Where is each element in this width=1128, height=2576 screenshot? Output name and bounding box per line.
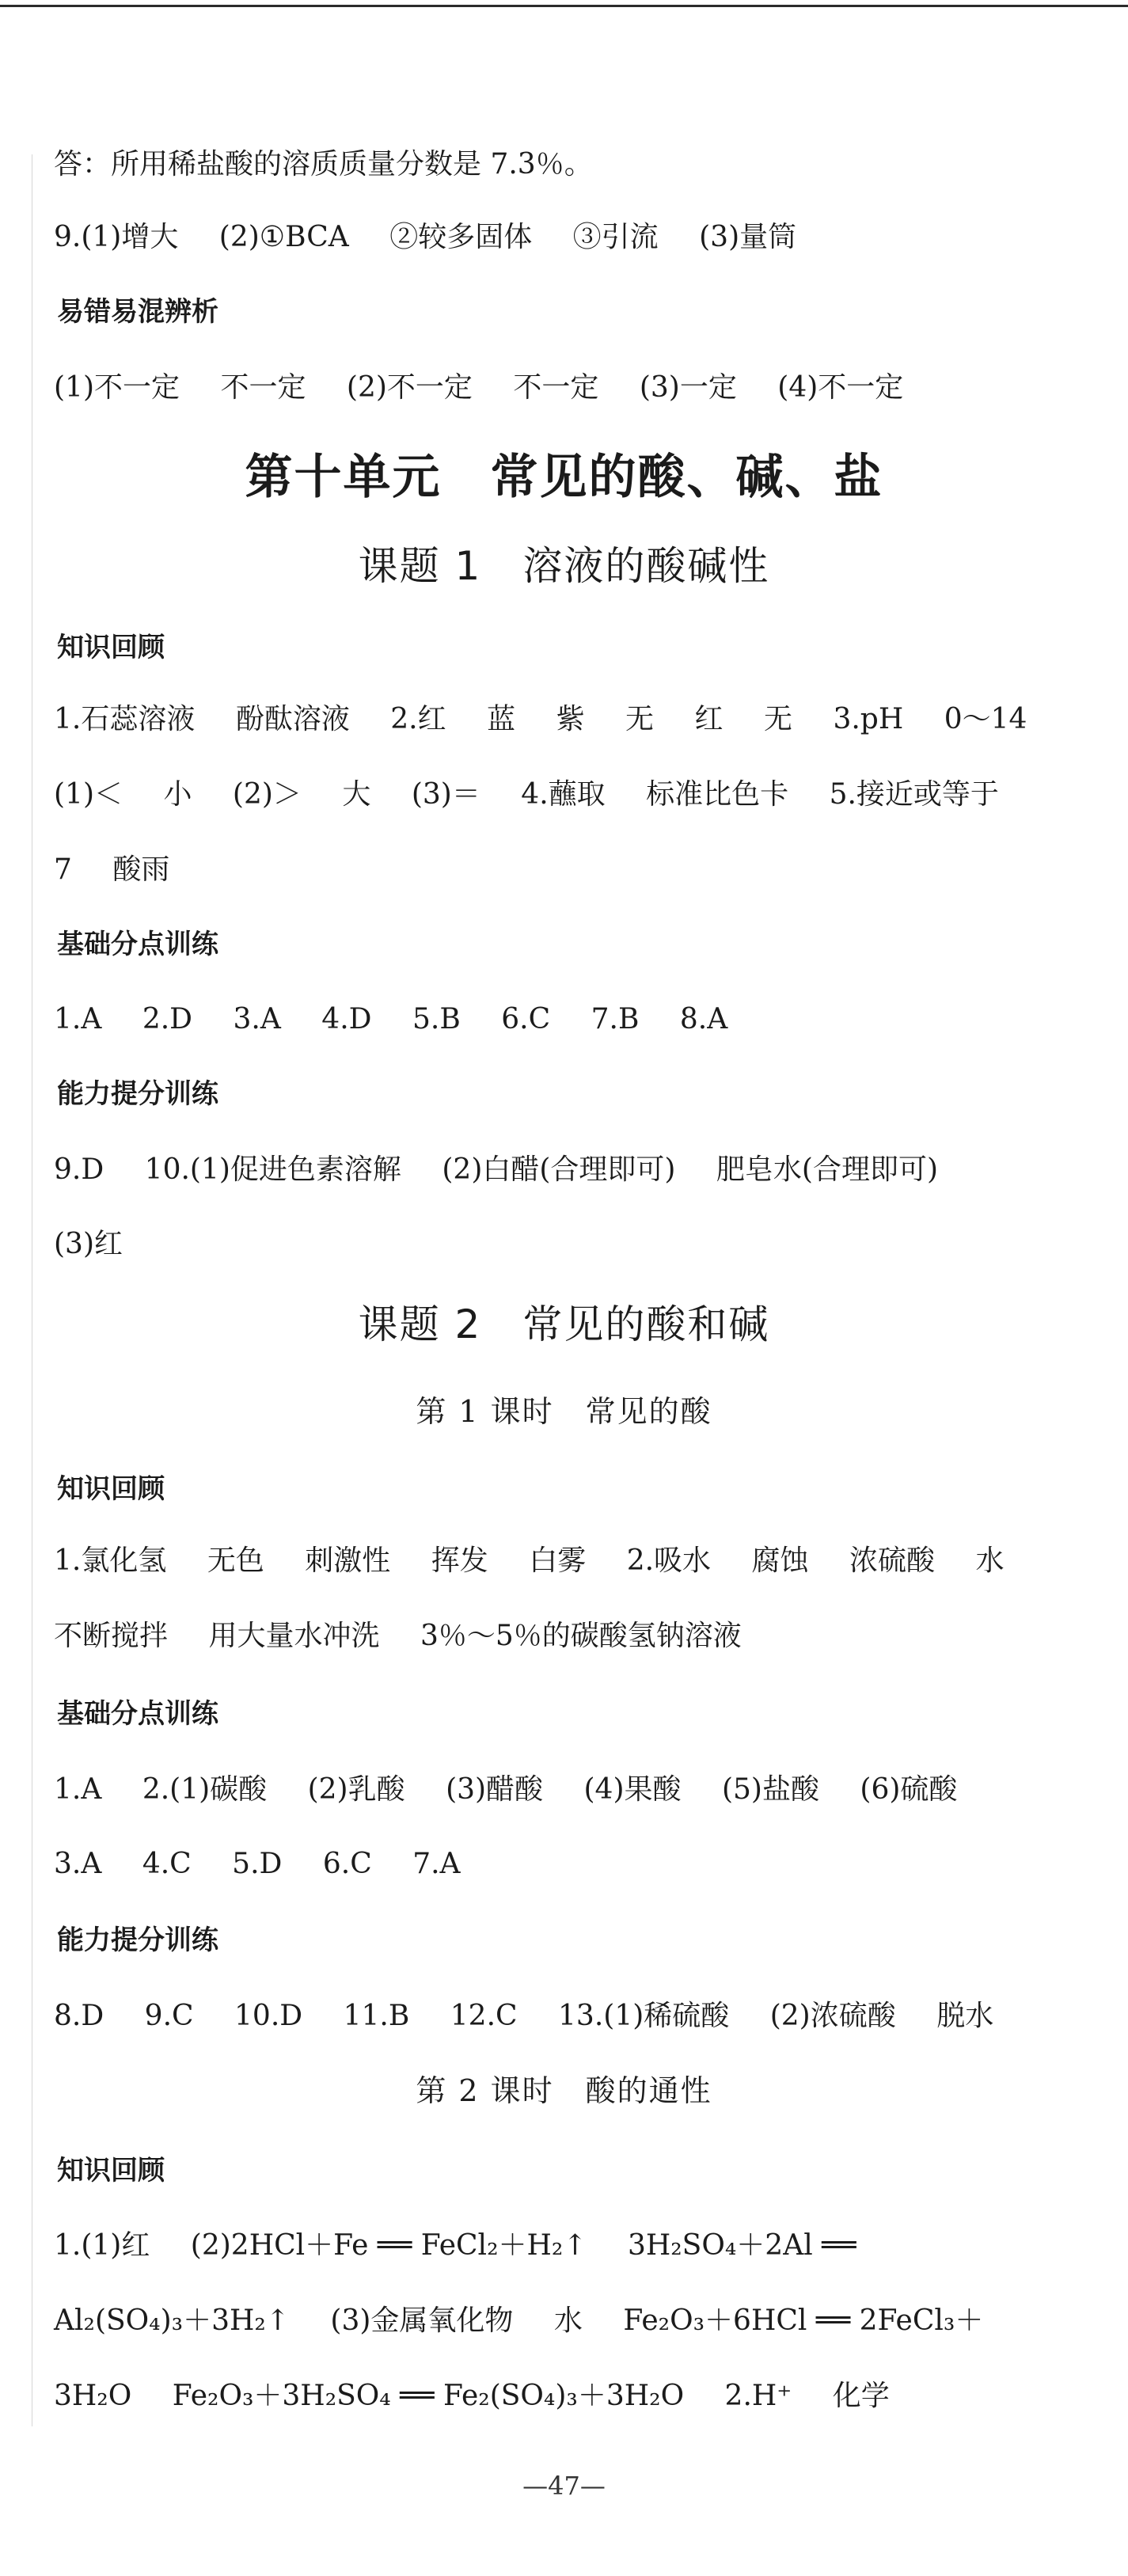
period-title: 第 1 课时 常见的酸	[416, 1394, 712, 1429]
answer-item: 7	[54, 853, 72, 886]
answer-item: 大	[342, 778, 371, 811]
answer-item: 无色	[207, 1544, 264, 1577]
answer-item: 5.B	[412, 1003, 461, 1035]
answer-item: (4)果酸	[583, 1773, 682, 1806]
answer-item: 2.吸水	[626, 1544, 712, 1577]
answer-item: 化学	[832, 2380, 890, 2412]
answer-item: 4.蘸取	[521, 778, 606, 811]
answer-item: 1.(1)红	[54, 2229, 150, 2262]
answer-item: 8.A	[679, 1003, 728, 1035]
section-heading: 知识回顾	[57, 632, 165, 663]
lesson-title: 课题 1 溶液的酸碱性	[358, 543, 770, 589]
answer-item: 酚酞溶液	[235, 703, 350, 735]
answer-item: 标准比色卡	[646, 778, 789, 811]
answer-line	[54, 1772, 957, 1807]
page-number: —47—	[522, 2471, 606, 2501]
answer-line	[54, 2304, 983, 2339]
answer-item: 腐蚀	[751, 1544, 809, 1577]
answer-item: 8.D	[54, 2000, 104, 2032]
answer-item: 3.A	[233, 1003, 281, 1035]
answer-line	[54, 1153, 938, 1187]
answer-item: (2)2HCl＋Fe ══ FeCl₂＋H₂↑	[190, 2229, 587, 2262]
answer-item: 4.C	[142, 1848, 192, 1880]
answer-item: ②较多固体	[389, 221, 533, 253]
answer-item: 蓝	[487, 703, 516, 735]
answer-item: 紫	[556, 703, 585, 735]
answer-line	[54, 370, 903, 405]
answer-item: 不断搅拌	[54, 1620, 169, 1652]
answer-item: (2)＞	[232, 778, 302, 811]
answer-item: (2)乳酸	[307, 1773, 405, 1806]
section-heading: 知识回顾	[57, 1473, 165, 1505]
answer-item: 水	[553, 2304, 583, 2337]
answer-item: 1.A	[54, 1003, 102, 1035]
answer-item: (3)量筒	[699, 221, 797, 253]
answer-item: (3)＝	[411, 778, 480, 811]
answer-item: 3H₂SO₄＋2Al ══	[627, 2229, 856, 2262]
section-heading: 知识回顾	[57, 2155, 165, 2187]
answer-item: 7.B	[591, 1003, 640, 1035]
answer-item: Al₂(SO₄)₃＋3H₂↑	[54, 2304, 290, 2337]
answer-line	[54, 220, 796, 255]
answer-item: 11.B	[343, 2000, 410, 2032]
answer-item: 2.H⁺	[724, 2380, 792, 2412]
answer-item: Fe₂O₃＋6HCl ══ 2FeCl₃＋	[623, 2304, 984, 2337]
answer-item: 白雾	[529, 1544, 587, 1577]
answer-item: (2)浓硫酸	[769, 2000, 896, 2032]
answer-item: 1.石蕊溶液	[54, 703, 196, 735]
answer-item: 4.D	[321, 1003, 372, 1035]
answer-item: (3)一定	[639, 371, 737, 404]
answer-item: 5.D	[232, 1848, 283, 1880]
answer-item: 酸雨	[112, 853, 170, 886]
answer-item: 9.D	[54, 1153, 104, 1186]
answer-item: Fe₂O₃＋3H₂SO₄ ══ Fe₂(SO₄)₃＋3H₂O	[172, 2380, 685, 2412]
answer-item: 9.C	[144, 2000, 194, 2032]
answer-item: 无	[763, 703, 792, 735]
answer-line	[54, 2228, 856, 2263]
section-heading: 能力提分训练	[57, 1924, 218, 1956]
answer-line	[54, 1002, 727, 1037]
answer-item: 3％～5％的碳酸氢钠溶液	[420, 1620, 742, 1652]
answer-item: 6.C	[322, 1848, 372, 1880]
answer-item: 2.D	[142, 1003, 193, 1035]
answer-item: 9.(1)增大	[54, 221, 179, 253]
answer-item: (3)红	[54, 1228, 123, 1260]
answer-item: (3)金属氧化物	[330, 2304, 514, 2337]
answer-line	[54, 1544, 1004, 1579]
answer-line	[54, 702, 1027, 737]
section-heading: 基础分点训练	[57, 929, 218, 960]
answer-item: (2)①BCA	[218, 221, 349, 253]
answer-item: 3.pH	[833, 703, 904, 735]
answer-item: 6.C	[501, 1003, 551, 1035]
answer-line	[54, 2379, 890, 2414]
answer-item: (2)白醋(合理即可)	[442, 1153, 676, 1186]
answer-item: (6)硫酸	[860, 1773, 958, 1806]
answer-item: 1.氯化氢	[54, 1544, 167, 1577]
answer-item: 2.红	[390, 703, 446, 735]
answer-item: 7.A	[412, 1848, 461, 1880]
answer-item: (1)＜	[54, 778, 123, 811]
answer-line	[54, 1227, 123, 1262]
answer-item: 用大量水冲洗	[208, 1620, 380, 1652]
lesson-title: 课题 2 常见的酸和碱	[358, 1301, 770, 1347]
answer-item: 0～14	[944, 703, 1027, 735]
answer-line	[54, 777, 999, 812]
answer-item: 挥发	[431, 1544, 488, 1577]
answer-item: 小	[163, 778, 192, 811]
answer-item: 10.D	[234, 2000, 303, 2032]
answer-line	[54, 1847, 461, 1882]
answer-item: 2.(1)碳酸	[142, 1773, 268, 1806]
answer-line	[54, 1999, 993, 2034]
answer-item: 不一定	[513, 371, 599, 404]
section-heading: 能力提分训练	[57, 1078, 218, 1110]
answer-item: (2)不一定	[346, 371, 473, 404]
top-rule	[0, 0, 1128, 8]
answer-item: 3H₂O	[54, 2380, 132, 2412]
answer-line	[54, 1619, 742, 1654]
answer-item: 红	[694, 703, 724, 735]
answer-text: 答：所用稀盐酸的溶质质量分数是 7.3％。	[54, 148, 593, 180]
answer-item: 1.A	[54, 1773, 102, 1806]
answer-item: 浓硫酸	[849, 1544, 935, 1577]
answer-item: (1)不一定	[54, 371, 180, 404]
period-title: 第 2 课时 酸的通性	[416, 2073, 712, 2108]
section-heading: 基础分点训练	[57, 1698, 218, 1730]
answer-item: 10.(1)促进色素溶解	[144, 1153, 401, 1186]
answer-item: 12.C	[450, 2000, 518, 2032]
answer-item: 肥皂水(合理即可)	[716, 1153, 939, 1186]
answer-item: 刺激性	[305, 1544, 391, 1577]
answer-item: (3)醋酸	[446, 1773, 544, 1806]
answer-item: 13.(1)稀硫酸	[558, 2000, 730, 2032]
answer-item: 不一定	[220, 371, 306, 404]
section-heading: 易错易混辨析	[57, 296, 218, 328]
answer-line	[54, 853, 169, 887]
answer-item: (5)盐酸	[721, 1773, 819, 1806]
answer-item: 3.A	[54, 1848, 102, 1880]
answer-item: 无	[625, 703, 655, 735]
answer-item: ③引流	[572, 221, 659, 253]
answer-item: (4)不一定	[777, 371, 904, 404]
answer-item: 5.接近或等于	[829, 778, 999, 811]
answer-item: 脱水	[936, 2000, 994, 2032]
answer-item: 水	[975, 1544, 1005, 1577]
answer-line	[54, 147, 593, 182]
unit-title: 第十单元 常见的酸、碱、盐	[245, 450, 883, 505]
